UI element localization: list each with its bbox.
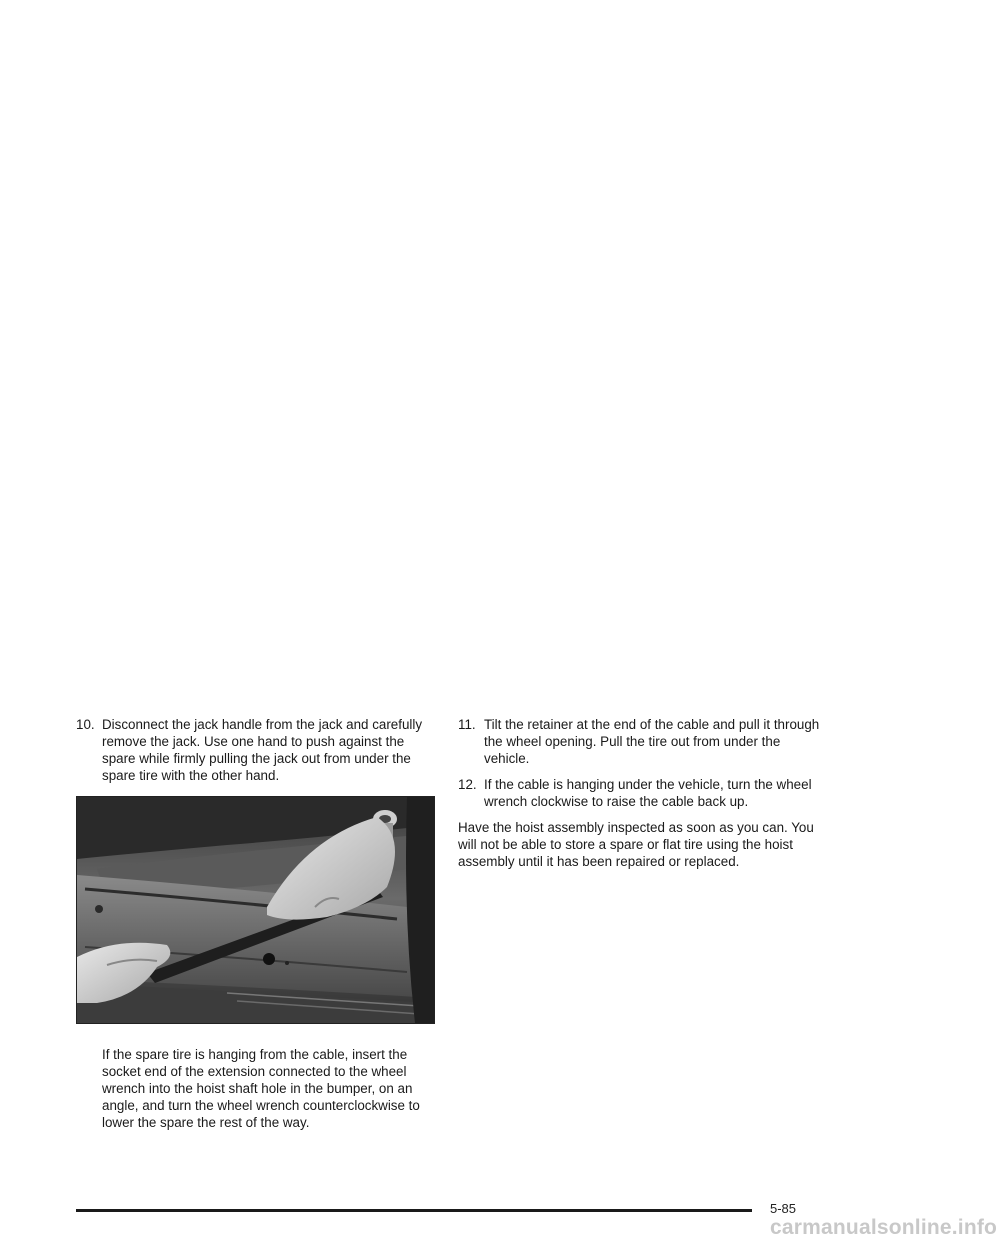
- step-10: [76, 716, 434, 784]
- step-text: Tilt the retainer at the end of the cable and pull it through the wheel opening. Pull the tire out from under the vehicle.: [484, 717, 820, 766]
- left-column: [76, 716, 434, 1140]
- watermark: carmanualsonline.info: [770, 1216, 997, 1239]
- footer-rule: [76, 1209, 752, 1212]
- step-number: 11.: [458, 717, 476, 732]
- bumper-hoist-photo: [76, 796, 435, 1024]
- hoist-inspection-paragraph: Have the hoist assembly inspected as soon as you can. You will not be able to store a spare or flat tire using the hoist assembly until it has been repaired or replaced.: [458, 820, 814, 869]
- step-number: 12.: [458, 777, 477, 792]
- photo-illustration: [77, 797, 434, 1023]
- step-number: 10.: [76, 717, 95, 732]
- step-text: If the cable is hanging under the vehicle, turn the wheel wrench clockwise to raise the cable back up.: [484, 777, 812, 809]
- right-column: [458, 716, 828, 879]
- step-11: [458, 716, 828, 767]
- spare-hanging-note: If the spare tire is hanging from the cable, insert the socket end of the extension connected to the wheel wrench into the hoist shaft hole in the bumper, on an angle, and turn the wheel wrench counterclockwise to lower the spare the rest of the way.: [102, 1047, 420, 1130]
- page-number: 5-85: [770, 1201, 797, 1216]
- step-12: [458, 776, 828, 810]
- step-text: Disconnect the jack handle from the jack and carefully remove the jack. Use one hand to push against the spare while firmly pulling the jack out from under the spare tire with the other hand.: [102, 717, 423, 783]
